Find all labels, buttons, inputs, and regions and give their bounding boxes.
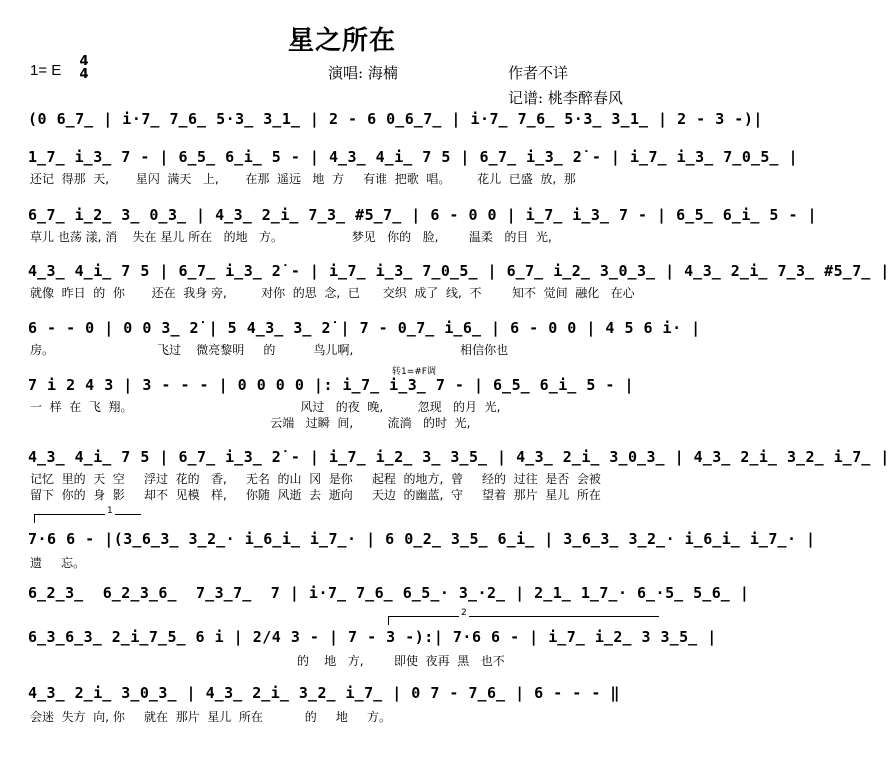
notation-line: (0 6̲7̲ | i·7̲ 7̲6̲ 5·3̲ 3̲1̲ | 2 - 6 0̲6̲7̲ | i·7̲ 7̲6̲ 5·3̲ 3̲1̲ | 2 - 3 -)| xyxy=(28,110,763,128)
song-title: 星之所在 xyxy=(287,26,396,56)
time-signature-top: 4 xyxy=(79,54,89,69)
modulation-mark: 转1=#F调 xyxy=(392,367,436,377)
notation-line: 4̲3̲ 2̲i̲ 3̲0̲3̲ | 4̲3̲ 2̲i̲ 3̲2̲ i̲7̲ | 0 7 - 7̲6̲ | 6 - - - ‖ xyxy=(28,684,620,702)
notation-line: 7 i 2 4 3 | 3 - - - | 0 0 0 0 |: i̲7̲ i̲3̲ 7 - | 6̲5̲ 6̲i̲ 5 - | xyxy=(28,376,634,394)
time-signature-bottom: 4 xyxy=(79,67,89,82)
lyric-line: 一 样 在 飞 翔。 风过 的夜 晚, 忽现 的月 光, xyxy=(30,400,501,414)
lyric-line: 会迷 失方 向, 你 就在 那片 星儿 所在 的 地 方。 xyxy=(30,710,391,724)
notation-line: 1̲7̲ i̲3̲ 7 - | 6̲5̲ 6̲i̲ 5 - | 4̲3̲ 4̲i̲ 7 5 | 6̲7̲ i̲3̲ 2̇ - | i̲7̲ i̲3̲ 7̲0̲5̲ | xyxy=(28,148,799,166)
volta-number: 1 xyxy=(107,506,113,516)
lyric-line: 房。 飞过 微亮黎明 的 鸟儿啊, 相信你也 xyxy=(30,343,509,357)
notation-line: 7·6 6 - |(3̲6̲3̲ 3̲2̲· i̲6̲i̲ i̲7̲· | 6 0̲2̲ 3̲5̲ 6̲i̲ | 3̲6̲3̲ 3̲2̲· i̲6̲i̲ i̲7̲· | xyxy=(28,530,816,548)
lyric-line: 记忆 里的 天 空 浮过 花的 香, 无名 的山 冈 是你 起程 的地方, 曾 经的 过往 是否 会被 xyxy=(30,472,601,486)
notation-line: 6̲7̲ i̲2̲ 3̲ 0̲3̲ | 4̲3̲ 2̲i̲ 7̲3̲ #5̲7̲ | 6 - 0 0 | i̲7̲ i̲3̲ 7 - | 6̲5̲ 6̲i̲ 5 - | xyxy=(28,206,818,224)
key-signature: 1= E xyxy=(30,62,62,79)
notation-line: 6̲3̲6̲3̲ 2̲i̲7̲5̲ 6 i | 2/4 3 - | 7 - 3 -):| 7·6 6 - | i̲7̲ i̲2̲ 3 3̲5̲ | xyxy=(28,628,717,646)
lyric-line: 还记 得那 天, 星闪 满天 上, 在那 遥远 地 方 有谁 把歌 唱。 花儿 已盛 放, 那 xyxy=(30,172,576,186)
notation-line: 4̲3̲ 4̲i̲ 7 5 | 6̲7̲ i̲3̲ 2̇ - | i̲7̲ i̲2̲ 3̲ 3̲5̲ | 4̲3̲ 2̲i̲ 3̲0̲3̲ | 4̲3̲ 2̲i̲ 3̲2̲ i̲7̲ | xyxy=(28,448,890,466)
lyric-line: 遗 忘。 xyxy=(30,556,86,570)
notation-line: 4̲3̲ 4̲i̲ 7 5 | 6̲7̲ i̲3̲ 2̇ - | i̲7̲ i̲3̲ 7̲0̲5̲ | 6̲7̲ i̲2̲ 3̲0̲3̲ | 4̲3̲ 2̲i̲ 7̲3̲ #5̲7̲ | xyxy=(28,262,890,280)
volta-number: 2 xyxy=(461,608,467,618)
notation-line: 6 - - 0 | 0 0 3̲ 2̇ | 5 4̲3̲ 3̲ 2̇ | 7 - 0̲7̲ i̲6̲ | 6 - 0 0 | 4 5 6 i· | xyxy=(28,319,701,337)
lyric-line: 的 地 方, 即使 夜再 黑 也不 xyxy=(30,654,505,668)
volta-bracket xyxy=(34,506,141,523)
time-signature xyxy=(78,55,90,81)
lyric-line: 就像 昨日 的 你 还在 我身 旁, 对你 的思 念, 已 交织 成了 线, 不 知不 觉间 融化 在心 xyxy=(30,286,635,300)
lyric-line-2: 留下 你的 身 影 却不 见模 样, 你随 风逝 去 逝向 天边 的幽蓝, 守 望着 那片 星儿 所在 xyxy=(30,488,601,502)
notation-line: 6̲2̲3̲ 6̲2̲3̲6̲ 7̲3̲7̲ 7 | i·7̲ 7̲6̲ 6̲5̲· 3̲·2̲ | 2̲1̲ 1̲7̲· 6̲·5̲ 5̲6̲ | xyxy=(28,584,750,602)
lyricist-credit: 作者不详 xyxy=(508,64,569,82)
transcriber-credit: 记谱: 桃李醉春风 xyxy=(508,89,623,107)
lyric-line-2: 云端 过瞬 间, 流淌 的时 光, xyxy=(30,416,471,430)
volta-bracket xyxy=(388,608,659,625)
lyric-line: 草儿 也荡 漾, 消 失在 星儿 所在 的地 方。 梦见 你的 脸, 温柔 的目 光, xyxy=(30,230,552,244)
singer-credit: 演唱: 海楠 xyxy=(328,64,398,82)
